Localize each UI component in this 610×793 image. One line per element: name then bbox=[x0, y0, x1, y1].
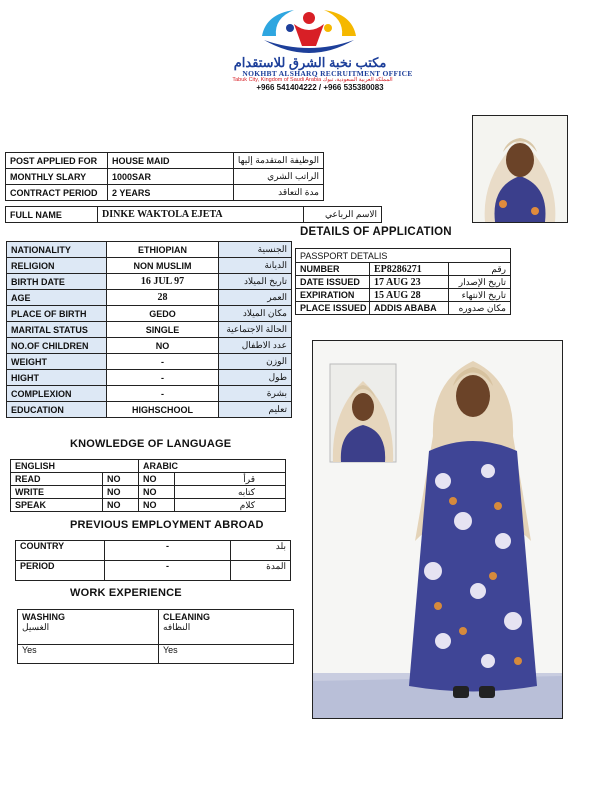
passport-table bbox=[295, 248, 511, 315]
expiration-label: EXPIRATION bbox=[296, 289, 370, 302]
table-row bbox=[11, 486, 286, 499]
table-row bbox=[6, 207, 382, 223]
passport-number-value: EP8286271 bbox=[370, 263, 449, 276]
cleaning-label-ar: النظافه bbox=[163, 622, 191, 632]
table-row bbox=[11, 473, 286, 486]
place-issued-label: PLACE ISSUED bbox=[296, 302, 370, 315]
read-label: READ bbox=[11, 473, 103, 486]
speak-label-ar: كلام bbox=[175, 499, 286, 512]
table-row bbox=[11, 460, 286, 473]
full-name-label-ar: الاسم الرباعي bbox=[304, 207, 382, 223]
table-row bbox=[296, 249, 511, 263]
height-label-ar: طول bbox=[219, 370, 292, 386]
write-english-value: NO bbox=[103, 486, 139, 499]
education-value: HIGHSCHOOL bbox=[107, 402, 219, 418]
birth-date-label-ar: تاريخ الميلاد bbox=[219, 274, 292, 290]
washing-cell bbox=[18, 610, 159, 645]
period-label: PERIOD bbox=[16, 561, 105, 581]
table-row bbox=[296, 289, 511, 302]
table-row bbox=[6, 185, 324, 201]
place-issued-value: ADDIS ABABA bbox=[370, 302, 449, 315]
read-arabic-value: NO bbox=[139, 473, 175, 486]
place-of-birth-value: GEDO bbox=[107, 306, 219, 322]
religion-label-ar: الديانة bbox=[219, 258, 292, 274]
date-issued-label: DATE ISSUED bbox=[296, 276, 370, 289]
expiration-value: 15 AUG 28 bbox=[370, 289, 449, 302]
table-row bbox=[7, 322, 292, 338]
education-label: EDUCATION bbox=[7, 402, 107, 418]
weight-value: - bbox=[107, 354, 219, 370]
table-row bbox=[7, 370, 292, 386]
education-label-ar: تعليم bbox=[219, 402, 292, 418]
age-value: 28 bbox=[107, 290, 219, 306]
cleaning-value: Yes bbox=[159, 645, 294, 664]
speak-arabic-value: NO bbox=[139, 499, 175, 512]
marital-status-value: SINGLE bbox=[107, 322, 219, 338]
employment-title: PREVIOUS EMPLOYMENT ABROAD bbox=[70, 519, 264, 531]
table-row bbox=[296, 276, 511, 289]
contract-value: 2 YEARS bbox=[108, 185, 234, 201]
full-name-value: DINKE WAKTOLA EJETA bbox=[98, 207, 304, 223]
weight-label: WEIGHT bbox=[7, 354, 107, 370]
height-label: HIGHT bbox=[7, 370, 107, 386]
english-header: ENGLISH bbox=[11, 460, 139, 473]
cleaning-cell bbox=[159, 610, 294, 645]
agency-english-name: NOKHBT ALSHARQ RECRUITMENT OFFICE bbox=[242, 69, 413, 78]
language-title: KNOWLEDGE OF LANGUAGE bbox=[70, 438, 232, 450]
write-label: WRITE bbox=[11, 486, 103, 499]
employment-table bbox=[15, 540, 291, 581]
table-row bbox=[6, 153, 324, 169]
post-table bbox=[5, 152, 324, 201]
portrait-photo bbox=[472, 115, 568, 223]
work-experience-title: WORK EXPERIENCE bbox=[70, 587, 182, 599]
arabic-header: ARABIC bbox=[139, 460, 286, 473]
religion-label: RELIGION bbox=[7, 258, 107, 274]
full-name-table bbox=[5, 206, 382, 223]
table-row bbox=[296, 263, 511, 276]
country-label-ar: بلد bbox=[231, 541, 291, 561]
write-label-ar: كتابه bbox=[175, 486, 286, 499]
place-of-birth-label: PLACE OF BIRTH bbox=[7, 306, 107, 322]
table-row bbox=[7, 354, 292, 370]
agency-phones: +966 541404222 / +966 535380083 bbox=[256, 83, 384, 92]
agency-address: Tabuk City, Kingdom of Saudi Arabia المملكة العربية السعودية، تبوك bbox=[232, 77, 393, 83]
height-value: - bbox=[107, 370, 219, 386]
read-english-value: NO bbox=[103, 473, 139, 486]
table-row bbox=[7, 338, 292, 354]
children-label-ar: عدد الاطفال bbox=[219, 338, 292, 354]
contract-label-ar: مدة التعاقد bbox=[234, 185, 324, 201]
nationality-value: ETHIOPIAN bbox=[107, 242, 219, 258]
weight-label-ar: الوزن bbox=[219, 354, 292, 370]
age-label-ar: العمر bbox=[219, 290, 292, 306]
passport-title: PASSPORT DETALIS bbox=[296, 249, 511, 263]
salary-label: MONTHLY SLARY bbox=[6, 169, 108, 185]
age-label: AGE bbox=[7, 290, 107, 306]
salary-value: 1000SAR bbox=[108, 169, 234, 185]
marital-status-label-ar: الحالة الاجتماعية bbox=[219, 322, 292, 338]
period-value: - bbox=[105, 561, 231, 581]
post-label-ar: الوظيفة المتقدمة إليها bbox=[234, 153, 324, 169]
cleaning-label: CLEANING bbox=[163, 612, 210, 622]
table-row bbox=[6, 169, 324, 185]
post-label: POST APPLIED FOR bbox=[6, 153, 108, 169]
salary-label-ar: الراتب الشري bbox=[234, 169, 324, 185]
table-row bbox=[16, 541, 291, 561]
place-of-birth-label-ar: مكان الميلاد bbox=[219, 306, 292, 322]
country-value: - bbox=[105, 541, 231, 561]
washing-label-ar: الغسيل bbox=[22, 622, 50, 632]
table-row bbox=[7, 306, 292, 322]
complexion-value: - bbox=[107, 386, 219, 402]
details-title: DETAILS OF APPLICATION bbox=[300, 226, 452, 238]
period-label-ar: المدة bbox=[231, 561, 291, 581]
table-row bbox=[296, 302, 511, 315]
washing-label: WASHING bbox=[22, 612, 66, 622]
table-row bbox=[7, 242, 292, 258]
children-value: NO bbox=[107, 338, 219, 354]
work-experience-table bbox=[17, 609, 294, 664]
table-row bbox=[7, 402, 292, 418]
table-row bbox=[11, 499, 286, 512]
contract-label: CONTRACT PERIOD bbox=[6, 185, 108, 201]
complexion-label-ar: بشرة bbox=[219, 386, 292, 402]
place-issued-label-ar: مكان صدوره bbox=[449, 302, 511, 315]
washing-value: Yes bbox=[18, 645, 159, 664]
nationality-label-ar: الجنسية bbox=[219, 242, 292, 258]
birth-date-value: 16 JUL 97 bbox=[107, 274, 219, 290]
table-row bbox=[7, 258, 292, 274]
language-table bbox=[10, 459, 286, 512]
passport-number-label: NUMBER bbox=[296, 263, 370, 276]
expiration-label-ar: تاريخ الانتهاء bbox=[449, 289, 511, 302]
birth-date-label: BIRTH DATE bbox=[7, 274, 107, 290]
marital-status-label: MARITAL STATUS bbox=[7, 322, 107, 338]
table-row bbox=[16, 561, 291, 581]
agency-arabic-name: مكتب نخبة الشرق للاستقدام bbox=[233, 55, 387, 70]
write-arabic-value: NO bbox=[139, 486, 175, 499]
country-label: COUNTRY bbox=[16, 541, 105, 561]
table-row bbox=[7, 274, 292, 290]
full-body-photo bbox=[312, 340, 563, 719]
personal-details-table bbox=[6, 241, 292, 418]
nationality-label: NATIONALITY bbox=[7, 242, 107, 258]
date-issued-value: 17 AUG 23 bbox=[370, 276, 449, 289]
religion-value: NON MUSLIM bbox=[107, 258, 219, 274]
passport-number-label-ar: رقم bbox=[449, 263, 511, 276]
inset-portrait bbox=[330, 364, 396, 462]
complexion-label: COMPLEXION bbox=[7, 386, 107, 402]
table-row bbox=[7, 290, 292, 306]
post-value: HOUSE MAID bbox=[108, 153, 234, 169]
speak-english-value: NO bbox=[103, 499, 139, 512]
date-issued-label-ar: تاريخ الإصدار bbox=[449, 276, 511, 289]
table-row bbox=[18, 645, 294, 664]
full-name-label: FULL NAME bbox=[6, 207, 98, 223]
read-label-ar: قرأ bbox=[175, 473, 286, 486]
children-label: NO.OF CHILDREN bbox=[7, 338, 107, 354]
table-row bbox=[7, 386, 292, 402]
speak-label: SPEAK bbox=[11, 499, 103, 512]
table-row bbox=[18, 610, 294, 645]
